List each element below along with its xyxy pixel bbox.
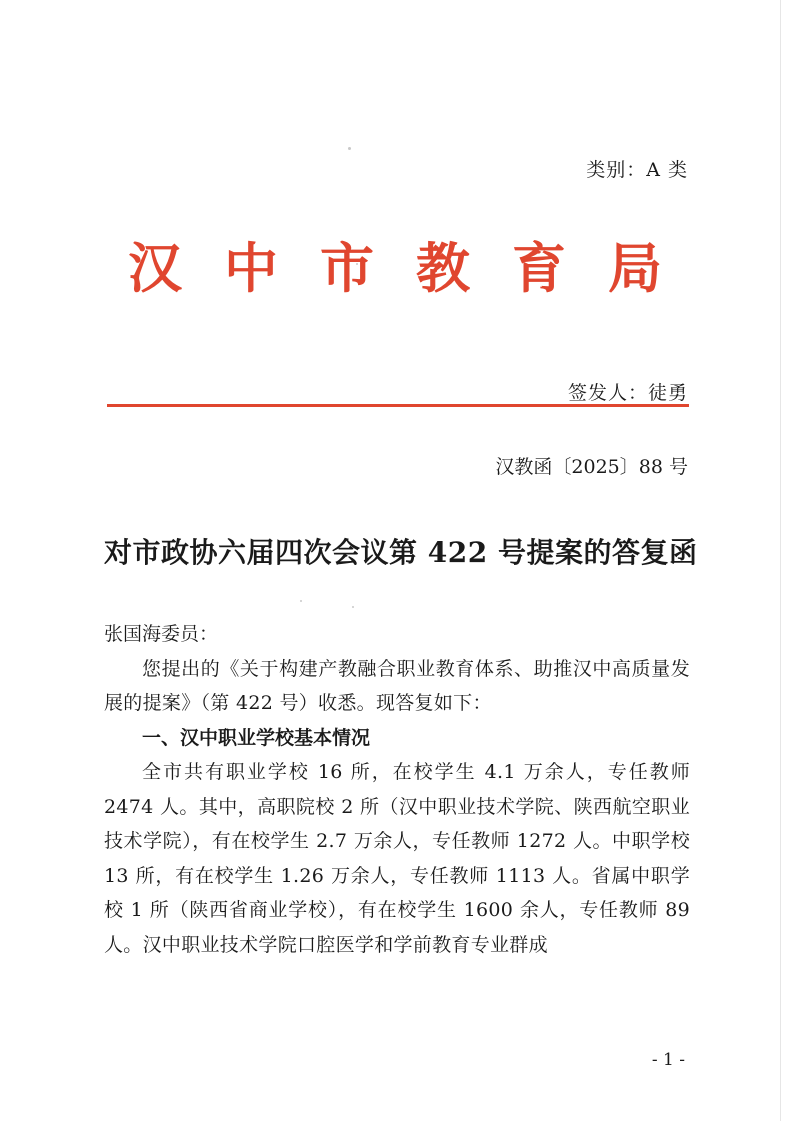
page-number: - 1 - bbox=[651, 1050, 685, 1070]
opening-paragraph: 您提出的《关于构建产教融合职业教育体系、助推汉中高质量发展的提案》（第 422 号）收悉。现答复如下： bbox=[104, 657, 690, 714]
red-separator-line bbox=[107, 404, 689, 407]
section-heading: 一、汉中职业学校基本情况 bbox=[142, 726, 371, 749]
page-edge-line bbox=[780, 0, 781, 1121]
scan-speck bbox=[300, 600, 302, 602]
salutation: 张国海委员： bbox=[104, 623, 219, 645]
document-body bbox=[104, 617, 690, 962]
document-number: 汉教函〔2025〕88 号 bbox=[495, 456, 688, 478]
section-paragraph: 全市共有职业学校 16 所，在校学生 4.1 万余人，专任教师 2474 人。其中，高职院校 2 所（汉中职业技术学院、陕西航空职业技术学院），有在校学生 2.7 万余人，专任教师 1272 人。中职学校 13 所，有在校学生 1.26 万余人，专任教师 1113 人。省属中职学校 1 所（陕西省商业学校），有在校学生 1600 余人，专任教师 89 人。汉中职业技术学院口腔医学和学前教育专业群成 bbox=[104, 761, 690, 956]
scan-speck bbox=[352, 606, 354, 608]
document-signer: 签发人：徒勇 bbox=[567, 382, 688, 404]
issuing-authority-header: 汉中市教育局 bbox=[128, 237, 704, 300]
scan-speck bbox=[348, 147, 351, 150]
document-category: 类别：A 类 bbox=[586, 159, 688, 181]
document-title: 对市政协六届四次会议第 422 号提案的答复函 bbox=[104, 536, 698, 569]
